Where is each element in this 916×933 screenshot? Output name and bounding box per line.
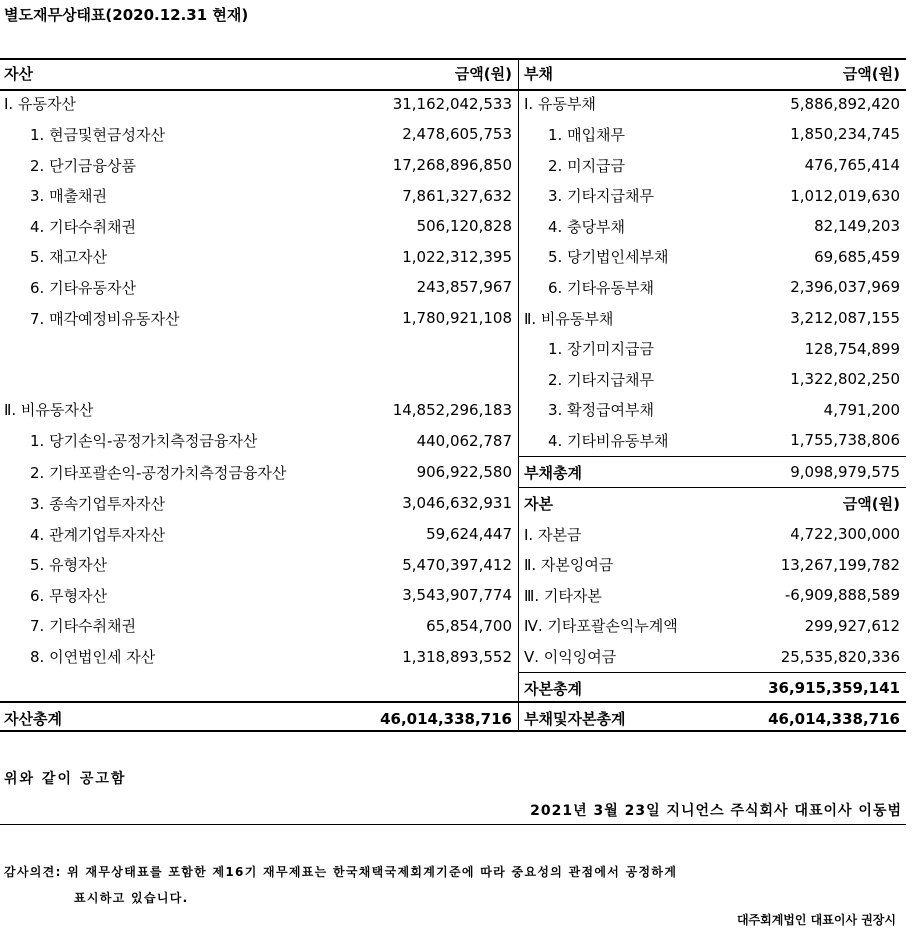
equity-item-label: Ⅳ. 기타포괄손익누계액 xyxy=(524,617,678,636)
header-row xyxy=(0,58,906,89)
table-row xyxy=(0,272,906,303)
liability-item-value: 128,754,899 xyxy=(804,339,900,358)
table-row xyxy=(0,242,906,273)
total-equity-label: 자본총계 xyxy=(524,679,582,698)
assets-amount-header: 금액(원) xyxy=(454,64,512,83)
liability-item-label: 5. 당기법인세부채 xyxy=(548,248,669,267)
empty-cell xyxy=(0,672,370,703)
liabilities-amount-header: 금액(원) xyxy=(842,64,900,83)
table-row xyxy=(0,364,906,395)
asset-item-label: 1. 당기손익-공정가치측정금융자산 xyxy=(30,432,258,451)
current-liabilities-value: 5,886,892,420 xyxy=(790,94,900,113)
table-row xyxy=(0,180,906,211)
table-row xyxy=(0,611,906,642)
audit-opinion: 감사의견: 위 재무상태표를 포함한 제16기 재무제표는 한국채택국제회계기준에 따라 중요성의 관점에서 공정하게 xyxy=(4,865,678,879)
header-rule xyxy=(0,89,906,91)
asset-item-value: 1,318,893,552 xyxy=(402,647,512,666)
asset-item-label: 6. 무형자산 xyxy=(30,586,108,605)
equity-item-value: 4,722,300,000 xyxy=(790,525,900,544)
empty-cell xyxy=(370,672,518,703)
asset-item-value: 243,857,967 xyxy=(416,278,512,297)
asset-item-value: 7,861,327,632 xyxy=(402,186,512,205)
empty-cell xyxy=(370,364,518,395)
asset-item-label: 3. 매출채권 xyxy=(30,187,108,206)
equity-amount-header: 금액(원) xyxy=(842,495,900,514)
noncurrent-assets-value: 14,852,296,183 xyxy=(392,400,512,419)
audit-opinion-continued: 표시하고 있습니다. xyxy=(74,891,189,905)
asset-item-label: 5. 유형자산 xyxy=(30,556,108,575)
asset-item-label: 7. 기타수취채권 xyxy=(30,617,137,636)
table-row xyxy=(0,519,906,550)
asset-item-label: 5. 재고자산 xyxy=(30,248,108,267)
assets-header: 자산 xyxy=(4,64,33,83)
liability-item-label: 3. 확정급여부채 xyxy=(548,401,655,420)
liability-item-label: 2. 기타지급채무 xyxy=(548,370,655,389)
liability-item-value: 69,685,459 xyxy=(814,247,900,266)
empty-cell xyxy=(370,333,518,364)
column-divider xyxy=(518,60,519,730)
table-row xyxy=(0,303,906,334)
asset-item-value: 506,120,828 xyxy=(416,217,512,236)
noncurrent-liabilities-label: Ⅱ. 비유동부채 xyxy=(524,309,614,328)
current-assets-label: Ⅰ. 유동자산 xyxy=(4,95,76,114)
totals-bottom-rule xyxy=(0,730,906,732)
liability-item-value: 1,012,019,630 xyxy=(790,186,900,205)
table-row xyxy=(0,425,906,456)
grand-total-label: 부채및자본총계 xyxy=(524,710,626,729)
equity-item-value: -6,909,888,589 xyxy=(784,586,900,605)
equity-item-label: Ⅱ. 자본잉여금 xyxy=(524,556,614,575)
asset-item-value: 5,470,397,412 xyxy=(402,555,512,574)
liability-item-label: 3. 기타지급채무 xyxy=(548,187,655,206)
table-row xyxy=(0,580,906,611)
asset-item-label: 8. 이연법인세 자산 xyxy=(30,648,156,667)
asset-item-value: 17,268,896,850 xyxy=(392,156,512,175)
empty-cell xyxy=(0,364,370,395)
table-row xyxy=(0,395,906,426)
equity-item-value: 299,927,612 xyxy=(804,616,900,635)
table-row xyxy=(0,488,906,519)
noncurrent-assets-label: Ⅱ. 비유동자산 xyxy=(4,401,94,420)
asset-item-value: 59,624,447 xyxy=(426,525,512,544)
asset-item-label: 6. 기타유동자산 xyxy=(30,278,137,297)
asset-item-value: 906,922,580 xyxy=(416,463,512,482)
asset-item-label: 3. 종속기업투자자산 xyxy=(30,494,166,513)
asset-item-label: 4. 관계기업투자자산 xyxy=(30,525,166,544)
footer-rule xyxy=(0,824,906,825)
liability-item-value: 1,322,802,250 xyxy=(790,370,900,389)
current-assets-value: 31,162,042,533 xyxy=(392,94,512,113)
asset-item-label: 7. 매각예정비유동자산 xyxy=(30,309,180,328)
liability-item-label: 1. 장기미지급금 xyxy=(548,340,655,359)
total-liabilities-value: 9,098,979,575 xyxy=(757,456,906,488)
balance-sheet-table xyxy=(0,58,906,734)
asset-item-value: 2,478,605,753 xyxy=(402,125,512,144)
equity-item-label: Ⅲ. 기타자본 xyxy=(524,586,602,605)
table-row xyxy=(0,211,906,242)
asset-item-label: 2. 단기금융상품 xyxy=(30,156,137,175)
equity-item-value: 13,267,199,782 xyxy=(780,555,900,574)
equity-item-value: 25,535,820,336 xyxy=(757,641,906,672)
asset-item-label: 2. 기타포괄손익-공정가치측정금융자산 xyxy=(30,463,287,482)
liability-item-label: 2. 미지급금 xyxy=(548,156,626,175)
table-row xyxy=(0,641,906,672)
liability-item-value: 82,149,203 xyxy=(814,217,900,236)
liability-item-label: 4. 충당부채 xyxy=(548,217,626,236)
signature-line: 2021년 3월 23일 지니언스 주식회사 대표이사 이동범 xyxy=(530,803,902,819)
table-row xyxy=(0,150,906,181)
empty-cell xyxy=(0,333,370,364)
liability-item-value: 1,850,234,745 xyxy=(790,125,900,144)
liability-item-value: 4,791,200 xyxy=(823,400,900,419)
table-row xyxy=(0,333,906,364)
asset-item-value: 65,854,700 xyxy=(426,616,512,635)
asset-item-value: 3,543,907,774 xyxy=(402,586,512,605)
asset-item-label: 1. 현금및현금성자산 xyxy=(30,125,166,144)
asset-item-value: 440,062,787 xyxy=(416,431,512,450)
asset-item-label: 4. 기타수취채권 xyxy=(30,217,137,236)
asset-item-value: 3,046,632,931 xyxy=(402,494,512,513)
table-row xyxy=(0,550,906,581)
liability-item-label: 6. 기타유동부채 xyxy=(548,278,655,297)
table-row xyxy=(0,672,906,703)
equity-item-label: Ⅰ. 자본금 xyxy=(524,525,582,544)
table-row xyxy=(0,456,906,488)
liabilities-header: 부채 xyxy=(524,64,553,83)
table-row xyxy=(0,119,906,150)
liability-item-label: 1. 매입채무 xyxy=(548,125,626,144)
grand-total-value: 46,014,338,716 xyxy=(768,709,900,728)
liability-item-label: 4. 기타비유동부채 xyxy=(518,425,757,456)
noncurrent-liabilities-value: 3,212,087,155 xyxy=(790,309,900,328)
auditor-name: 대주회계법인 대표이사 권장시 xyxy=(736,913,896,927)
equity-header: 자본 xyxy=(524,495,553,514)
current-liabilities-label: Ⅰ. 유동부채 xyxy=(524,95,596,114)
liability-item-value: 1,755,738,806 xyxy=(757,425,906,456)
page-title: 별도재무상태표(2020.12.31 현재) xyxy=(4,6,249,24)
asset-item-value: 1,022,312,395 xyxy=(402,247,512,266)
total-assets-value: 46,014,338,716 xyxy=(380,709,512,728)
total-assets-label: 자산총계 xyxy=(4,710,62,729)
equity-item-label: Ⅴ. 이익잉여금 xyxy=(518,641,757,672)
liability-item-value: 476,765,414 xyxy=(804,156,900,175)
notice-text: 위와 같이 공고함 xyxy=(4,771,127,787)
asset-item-value: 1,780,921,108 xyxy=(402,309,512,328)
totals-top-rule xyxy=(0,701,906,703)
liability-item-value: 2,396,037,969 xyxy=(790,278,900,297)
total-liabilities-label: 부채총계 xyxy=(518,456,757,488)
total-equity-value: 36,915,359,141 xyxy=(768,679,900,698)
table-row xyxy=(0,89,906,120)
